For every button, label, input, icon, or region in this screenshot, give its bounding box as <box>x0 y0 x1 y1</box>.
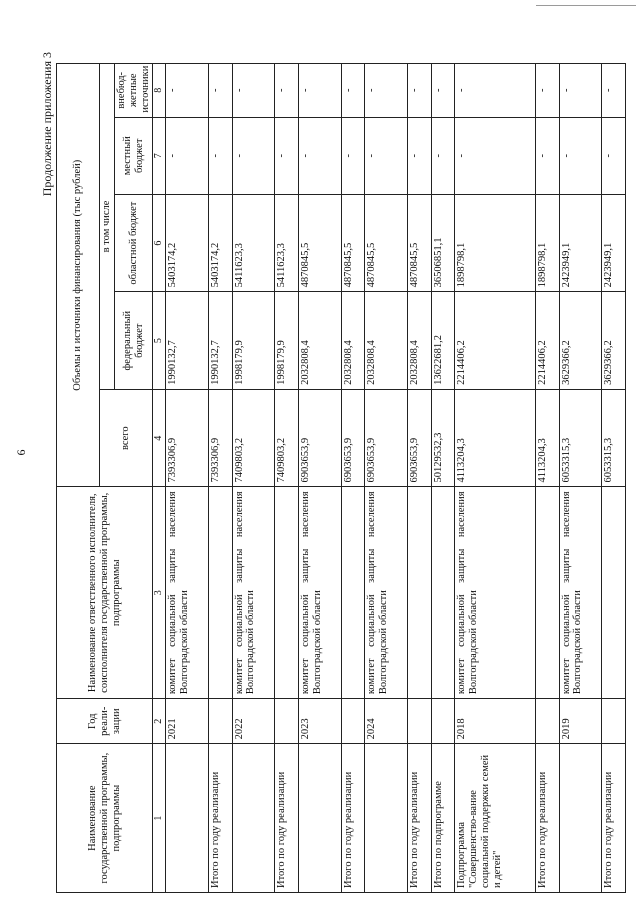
year-cell <box>341 699 365 744</box>
local-cell: - <box>407 117 431 194</box>
program-name-cell <box>365 744 408 893</box>
column-number: 7 <box>153 117 166 194</box>
appendix-caption: Продолжение приложения 3 <box>40 52 54 197</box>
extra-cell: - <box>365 64 408 118</box>
executor-cell <box>208 487 232 699</box>
column-number: 3 <box>153 487 166 699</box>
regional-cell: 4870845,5 <box>298 194 341 292</box>
executor-cell: комитет социальной защиты населения Волгоградской области <box>166 487 209 699</box>
program-name-cell: Итого по году реализации <box>208 744 232 893</box>
year-cell <box>602 699 626 744</box>
total-cell: 6903653,9 <box>365 389 408 487</box>
regional-cell: 1898798,1 <box>455 194 535 292</box>
federal-cell: 3629366,2 <box>559 292 602 390</box>
local-cell: - <box>298 117 341 194</box>
header-federal: федеральный бюджет <box>115 292 153 390</box>
column-number: 1 <box>153 744 166 893</box>
federal-cell: 2214406,2 <box>455 292 535 390</box>
program-name-cell: Итого по подпрограмме <box>431 744 455 893</box>
regional-cell: 5411623,3 <box>275 194 299 292</box>
extra-cell: - <box>275 64 299 118</box>
year-cell <box>431 699 455 744</box>
column-number: 8 <box>153 64 166 118</box>
header-including: в том числе <box>100 64 115 390</box>
extra-cell: - <box>341 64 365 118</box>
program-name-cell: Итого по году реализации <box>535 744 559 893</box>
program-name-cell: Итого по году реализации <box>275 744 299 893</box>
header-funding-group: Объемы и источники финансирования (тыс рублей) <box>57 64 100 487</box>
column-number: 6 <box>153 194 166 292</box>
column-number: 2 <box>153 699 166 744</box>
table-row <box>365 64 408 893</box>
total-cell: 6903653,9 <box>341 389 365 487</box>
federal-cell: 1990132,7 <box>208 292 232 390</box>
program-name-cell <box>166 744 209 893</box>
executor-cell: комитет социальной защиты населения Волгоградской области <box>559 487 602 699</box>
year-cell <box>407 699 431 744</box>
table-row <box>232 64 275 893</box>
extra-cell: - <box>166 64 209 118</box>
federal-cell: 1998179,9 <box>275 292 299 390</box>
executor-cell <box>275 487 299 699</box>
total-cell: 50129532,3 <box>431 389 455 487</box>
year-cell: 2023 <box>298 699 341 744</box>
program-name-cell: Итого по году реализации <box>341 744 365 893</box>
regional-cell: 4870845,5 <box>341 194 365 292</box>
regional-cell: 4870845,5 <box>407 194 431 292</box>
local-cell: - <box>208 117 232 194</box>
executor-cell: комитет социальной защиты населения Волгоградской области <box>365 487 408 699</box>
table-row <box>166 64 209 893</box>
executor-cell <box>341 487 365 699</box>
executor-cell <box>407 487 431 699</box>
executor-cell: комитет социальной защиты населения Волгоградской области <box>298 487 341 699</box>
extra-cell: - <box>232 64 275 118</box>
executor-cell <box>535 487 559 699</box>
table-row <box>208 64 232 893</box>
total-cell: 4113204,3 <box>455 389 535 487</box>
extra-cell: - <box>431 64 455 118</box>
regional-cell: 2423949,1 <box>602 194 626 292</box>
table-row <box>535 64 559 893</box>
year-cell <box>208 699 232 744</box>
year-cell <box>275 699 299 744</box>
program-name-cell <box>559 744 602 893</box>
program-name-cell <box>298 744 341 893</box>
year-cell <box>535 699 559 744</box>
column-number: 5 <box>153 292 166 390</box>
regional-cell: 5403174,2 <box>208 194 232 292</box>
column-numbers-row <box>153 64 166 893</box>
header-program-name: Наименование государственной программы, подпрограммы <box>57 744 153 893</box>
program-name-cell: Итого по году реализации <box>407 744 431 893</box>
total-cell: 6903653,9 <box>407 389 431 487</box>
page-number: 6 <box>14 449 28 456</box>
extra-cell: - <box>559 64 602 118</box>
federal-cell: 13622681,2 <box>431 292 455 390</box>
local-cell: - <box>166 117 209 194</box>
local-cell: - <box>602 117 626 194</box>
funding-table <box>56 63 626 893</box>
local-cell: - <box>431 117 455 194</box>
table-row <box>275 64 299 893</box>
extra-cell: - <box>535 64 559 118</box>
local-cell: - <box>535 117 559 194</box>
executor-cell: комитет социальной защиты населения Волгоградской области <box>455 487 535 699</box>
local-cell: - <box>365 117 408 194</box>
extra-cell: - <box>455 64 535 118</box>
total-cell: 7393306,9 <box>208 389 232 487</box>
regional-cell: 1898798,1 <box>535 194 559 292</box>
total-cell: 6903653,9 <box>298 389 341 487</box>
federal-cell: 2032808,4 <box>407 292 431 390</box>
total-cell: 7393306,9 <box>166 389 209 487</box>
year-cell: 2018 <box>455 699 535 744</box>
executor-cell <box>431 487 455 699</box>
program-name-cell <box>232 744 275 893</box>
table-row <box>298 64 341 893</box>
table-row <box>455 64 535 893</box>
regional-cell: 5411623,3 <box>232 194 275 292</box>
executor-cell <box>602 487 626 699</box>
regional-cell: 36506851,1 <box>431 194 455 292</box>
table-row <box>407 64 431 893</box>
year-cell: 2022 <box>232 699 275 744</box>
program-name-cell: Итого по году реализации <box>602 744 626 893</box>
header-total: всего <box>100 389 153 487</box>
federal-cell: 2032808,4 <box>341 292 365 390</box>
executor-cell: комитет социальной защиты населения Волгоградской области <box>232 487 275 699</box>
table-row <box>559 64 602 893</box>
year-cell: 2024 <box>365 699 408 744</box>
local-cell: - <box>232 117 275 194</box>
extra-cell: - <box>407 64 431 118</box>
federal-cell: 2032808,4 <box>365 292 408 390</box>
total-cell: 6053315,3 <box>559 389 602 487</box>
header-regional: областной бюджет <box>115 194 153 292</box>
header-extra: внебюд-жетные источники <box>115 64 153 118</box>
extra-cell: - <box>208 64 232 118</box>
total-cell: 4113204,3 <box>535 389 559 487</box>
total-cell: 6053315,3 <box>602 389 626 487</box>
total-cell: 7409803,2 <box>275 389 299 487</box>
extra-cell: - <box>298 64 341 118</box>
table-row <box>341 64 365 893</box>
federal-cell: 3629366,2 <box>602 292 626 390</box>
local-cell: - <box>341 117 365 194</box>
federal-cell: 2214406,2 <box>535 292 559 390</box>
regional-cell: 4870845,5 <box>365 194 408 292</box>
regional-cell: 5403174,2 <box>166 194 209 292</box>
column-number: 4 <box>153 389 166 487</box>
header-local: местный бюджет <box>115 117 153 194</box>
year-cell: 2019 <box>559 699 602 744</box>
table-row <box>431 64 455 893</box>
extra-cell: - <box>602 64 626 118</box>
header-executor: Наименование ответственного исполнителя, соисполнителя государственной программы, подпрограммы <box>57 487 153 699</box>
year-cell: 2021 <box>166 699 209 744</box>
program-name-cell: Подпрограмма "Совершенство-вание социальной поддержки семей и детей" <box>455 744 535 893</box>
local-cell: - <box>455 117 535 194</box>
total-cell: 7409803,2 <box>232 389 275 487</box>
regional-cell: 2423949,1 <box>559 194 602 292</box>
local-cell: - <box>559 117 602 194</box>
header-year: Год реали-зации <box>57 699 153 744</box>
federal-cell: 1990132,7 <box>166 292 209 390</box>
federal-cell: 1998179,9 <box>232 292 275 390</box>
local-cell: - <box>275 117 299 194</box>
federal-cell: 2032808,4 <box>298 292 341 390</box>
table-row <box>602 64 626 893</box>
